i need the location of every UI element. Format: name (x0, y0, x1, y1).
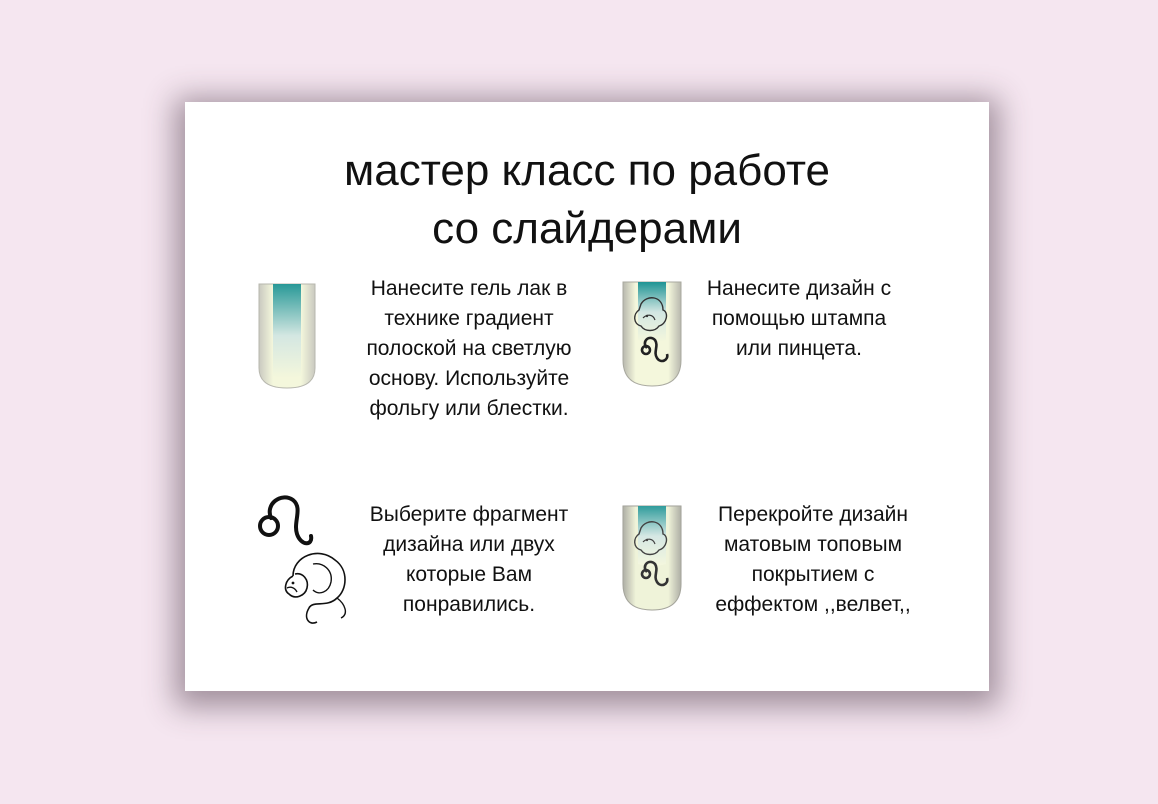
step-2-text: Нанесите дизайн с помощью штампа или пинцета. (706, 277, 892, 360)
title-line-2: со слайдерами (432, 204, 742, 253)
stamped-nail-icon (619, 280, 685, 392)
instruction-card (185, 102, 989, 691)
step-3-text: Выберите фрагмент дизайна или двух которые Вам понравились. (369, 503, 569, 616)
page-title (185, 142, 989, 258)
title-line-1: мастер класс по работе (344, 146, 830, 195)
velvet-nail-icon (619, 504, 685, 616)
gradient-nail-icon (255, 280, 319, 395)
step-1-text: Нанесите гель лак в технике градиент полоской на светлую основу. Используйте фольгу или блестки. (366, 277, 572, 420)
step-4-text: Перекройте дизайн матовым топовым покрытием с еффектом ,,велвет,, (715, 503, 911, 616)
leo-design-icon (253, 490, 353, 630)
